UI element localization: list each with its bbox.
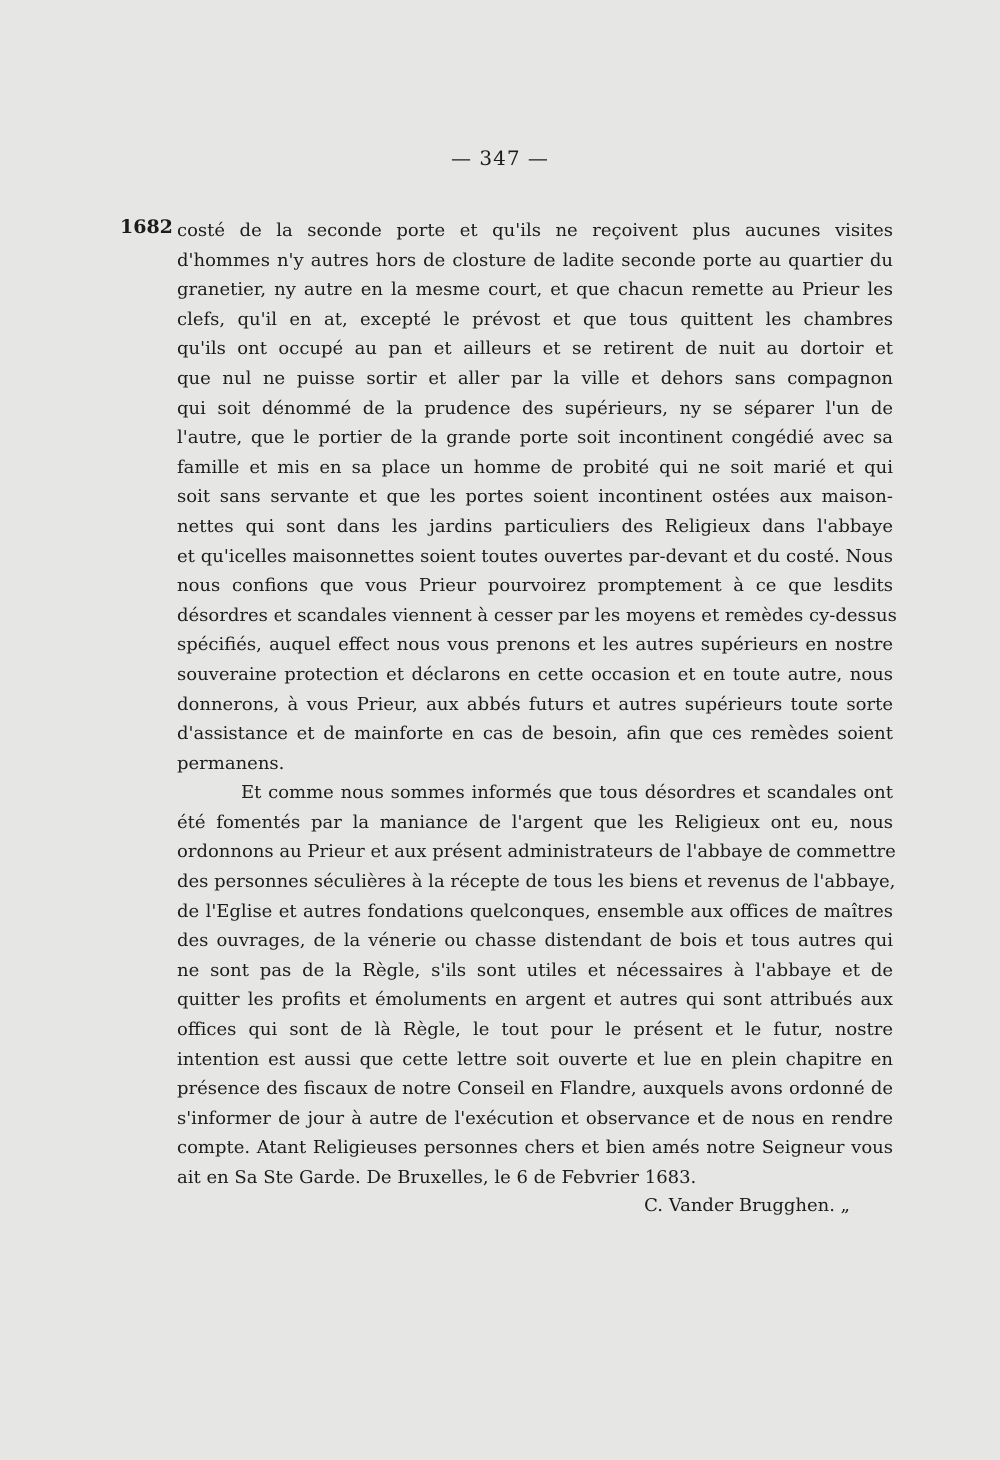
- text-line: costé de la seconde porte et qu'ils ne reçoivent plus aucunes visites: [177, 220, 893, 241]
- text-line: offices qui sont de là Règle, le tout pour le présent et le futur, nostre: [177, 1019, 893, 1041]
- text-line: désordres et scandales viennent à cesser par les moyens et remèdes cy-dessus: [177, 604, 897, 626]
- text-line: et qu'icelles maisonnettes soient toutes ouvertes par-devant et du costé. Nous: [177, 545, 893, 567]
- text-line: permanens.: [177, 752, 285, 774]
- text-line: d'hommes n'y autres hors de closture de ladite seconde porte au quartier du: [177, 249, 893, 271]
- text-line: présence des fiscaux de notre Conseil en Flandre, auxquels avons ordonné de: [177, 1078, 893, 1100]
- text-line: l'autre, que le portier de la grande porte soit incontinent congédié avec sa: [177, 427, 893, 449]
- text-line: donnerons, à vous Prieur, aux abbés futurs et autres supérieurs toute sorte: [177, 693, 893, 715]
- text-line: granetier, ny autre en la mesme court, et que chacun remette au Prieur les: [177, 279, 893, 301]
- text-line: souveraine protection et déclarons en cette occasion et en toute autre, nous: [177, 663, 893, 685]
- text-line: compte. Atant Religieuses personnes chers et bien amés notre Seigneur vous: [177, 1137, 893, 1159]
- text-line: intention est aussi que cette lettre soit ouverte et lue en plein chapitre en: [177, 1048, 893, 1070]
- text-line: ne sont pas de la Règle, s'ils sont utiles et nécessaires à l'abbaye et de: [177, 959, 893, 981]
- text-line: de l'Eglise et autres fondations quelconques, ensemble aux offices de maîtres: [177, 900, 893, 922]
- text-line: soit sans servante et que les portes soient incontinent ostées aux maison-: [177, 486, 893, 508]
- text-line: nous confions que vous Prieur pourvoirez promptement à ce que lesdits: [177, 575, 893, 597]
- text-line: famille et mis en sa place un homme de probité qui ne soit marié et qui: [177, 456, 893, 478]
- text-line: été fomentés par la maniance de l'argent que les Religieux ont eu, nous: [177, 811, 893, 833]
- body-text: [177, 216, 897, 1193]
- text-line: s'informer de jour à autre de l'exécution et observance et de nous en rendre: [177, 1107, 893, 1129]
- margin-year: 1682: [120, 216, 173, 238]
- text-line: des personnes séculières à la récepte de tous les biens et revenus de l'abbaye,: [177, 871, 896, 893]
- signature: C. Vander Brugghen. „: [644, 1195, 850, 1216]
- text-line: quitter les profits et émoluments en argent et autres qui sont attribués aux: [177, 989, 893, 1011]
- text-line: que nul ne puisse sortir et aller par la ville et dehors sans compagnon: [177, 367, 893, 389]
- text-line: qu'ils ont occupé au pan et ailleurs et se retirent de nuit au dortoir et: [177, 338, 893, 360]
- text-line: nettes qui sont dans les jardins particuliers des Religieux dans l'abbaye: [177, 515, 893, 537]
- text-line: Et comme nous sommes informés que tous désordres et scandales ont: [241, 782, 893, 804]
- text-line: ordonnons au Prieur et aux présent administrateurs de l'abbaye de commettre: [177, 841, 896, 863]
- text-line: spécifiés, auquel effect nous vous prenons et les autres supérieurs en nostre: [177, 634, 893, 656]
- page-number: — 347 —: [451, 146, 549, 170]
- text-line: ait en Sa Ste Garde. De Bruxelles, le 6 de Febvrier 1683.: [177, 1167, 697, 1188]
- text-line: d'assistance et de mainforte en cas de besoin, afin que ces remèdes soient: [177, 723, 893, 745]
- text-line: qui soit dénommé de la prudence des supérieurs, ny se séparer l'un de: [177, 397, 893, 419]
- text-line: des ouvrages, de la vénerie ou chasse distendant de bois et tous autres qui: [177, 930, 893, 952]
- text-line: clefs, qu'il en at, excepté le prévost et que tous quittent les chambres: [177, 308, 893, 330]
